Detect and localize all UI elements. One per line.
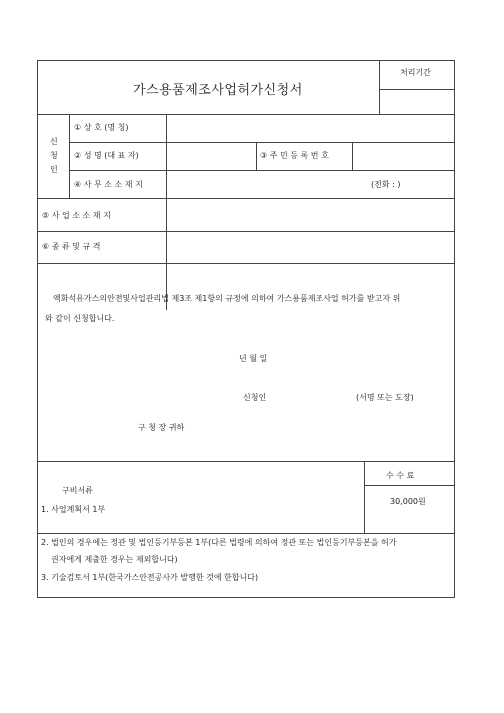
processing-period-label: 처리기간 (400, 68, 431, 77)
required-doc-1: 1. 사업계획서 1부 (41, 505, 106, 514)
divider (69, 142, 454, 143)
statement-line-1: 액화석유가스의안전및사업관리법 제3조 제1항의 규정에 의하여 가스용품제조사업 허가를 받고자 위 (53, 294, 401, 303)
type-spec-field[interactable] (168, 234, 452, 260)
phone-label: (전화 : ) (371, 180, 401, 189)
divider (256, 142, 257, 170)
divider (166, 114, 167, 310)
divider (364, 461, 365, 533)
divider (38, 198, 454, 199)
type-spec-label: ⑥ 종 류 및 규 격 (42, 242, 101, 251)
trade-name-label: ① 상 호 (명 칭) (74, 123, 129, 132)
office-address-label: ④ 사 무 소 소 재 지 (74, 180, 143, 189)
business-location-label: ⑤ 사 업 소 소 재 지 (42, 211, 111, 220)
required-docs-heading: 구비서류 (62, 486, 93, 495)
divider (38, 263, 454, 264)
applicant-label-1: 신 (50, 137, 58, 146)
trade-name-field[interactable] (168, 117, 452, 139)
required-doc-2-line-1: 2. 법인의 경우에는 정관 및 법인등기부등본 1부(다른 법령에 의하여 정관 또는 법인등기부등본을 허가 (41, 538, 397, 547)
divider (38, 114, 454, 115)
divider (69, 114, 70, 198)
divider (379, 61, 380, 114)
business-location-field[interactable] (168, 202, 452, 228)
signature-note: (서명 또는 도장) (356, 393, 414, 402)
date-line: 년 월 일 (239, 354, 268, 363)
divider (364, 485, 454, 486)
applicant-label-2: 청 (50, 151, 58, 160)
divider (38, 231, 454, 232)
applicant-label-3: 인 (50, 165, 58, 174)
fee-amount: 30,000원 (390, 497, 426, 506)
fee-label: 수 수 료 (386, 471, 415, 480)
applicant-signature-field[interactable] (278, 389, 354, 405)
required-doc-3: 3. 기술검토서 1부(한국가스안전공사가 발행한 것에 한합니다) (41, 573, 259, 582)
application-form (37, 60, 455, 598)
divider (352, 142, 353, 170)
resident-number-label: ③ 주 민 등 록 번 호 (260, 151, 329, 160)
representative-name-label: ② 성 명 (대 표 자) (74, 151, 139, 160)
statement-line-2: 와 같이 신청합니다. (45, 314, 115, 323)
resident-number-field[interactable] (354, 145, 452, 167)
divider (38, 533, 454, 534)
form-title: 가스용품제조사업허가신청서 (133, 83, 303, 98)
office-address-field[interactable] (168, 173, 368, 195)
divider (69, 170, 454, 171)
recipient: 구 청 장 귀하 (138, 423, 185, 432)
representative-name-field[interactable] (168, 145, 254, 167)
applicant-signature-label: 신청인 (243, 393, 267, 402)
divider (379, 89, 455, 90)
divider (38, 461, 454, 462)
required-doc-2-line-2: 권자에게 제출한 경우는 제외합니다) (51, 555, 178, 564)
